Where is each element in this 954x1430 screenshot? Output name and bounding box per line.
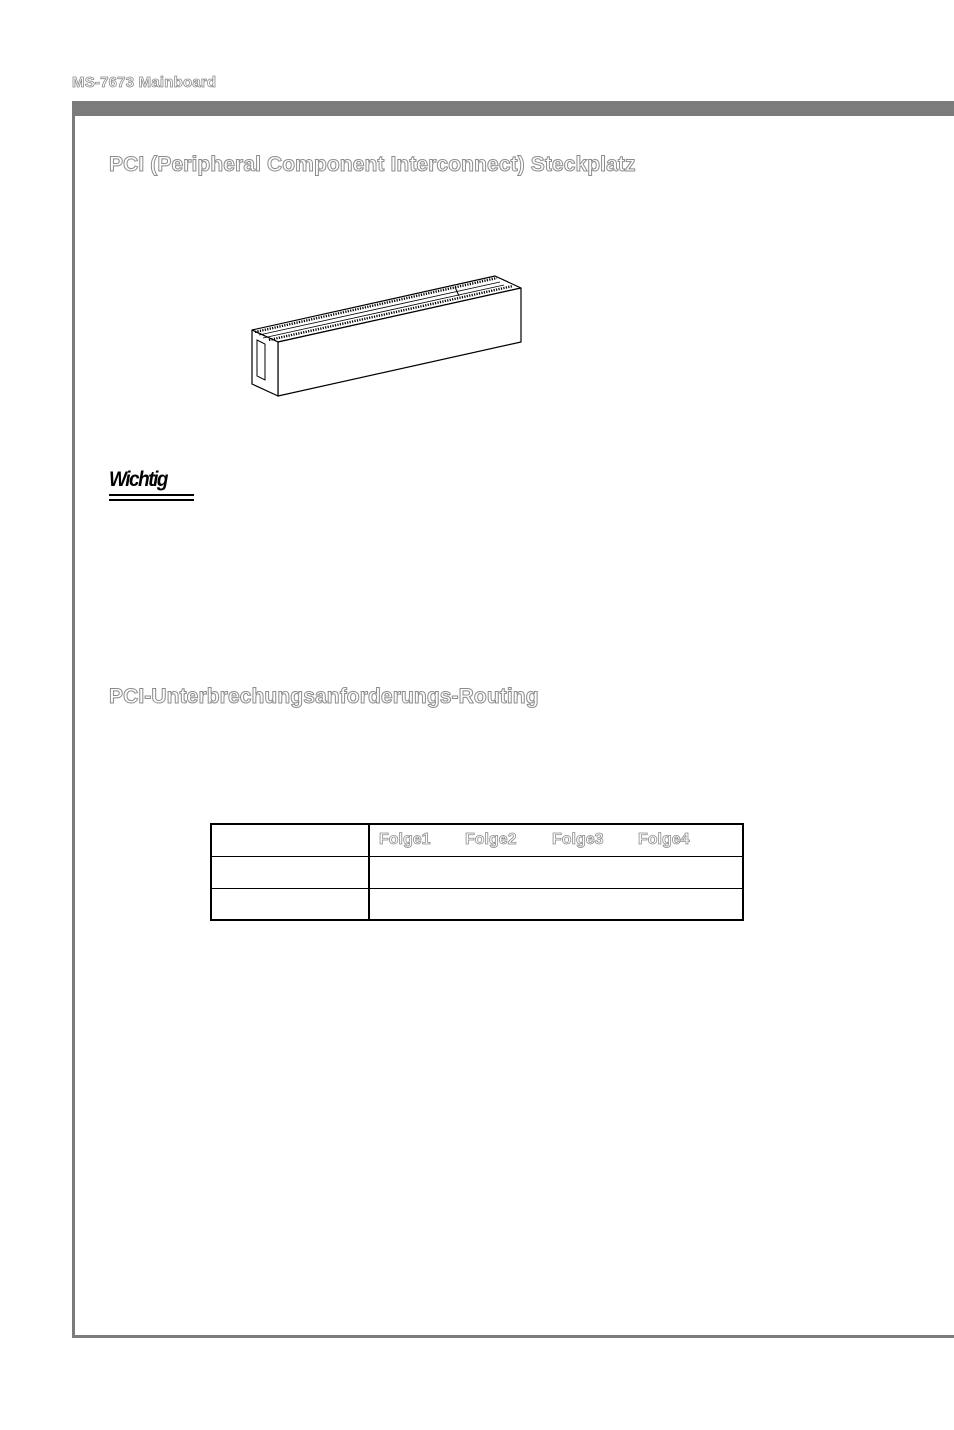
column-header-folge2: Folge2: [465, 831, 517, 848]
table-column-divider: [368, 825, 370, 919]
column-header-folge4: Folge4: [638, 831, 690, 848]
important-underline: [109, 494, 194, 496]
header-bar: [72, 101, 954, 116]
section-title-pci-slot: PCI (Peripheral Component Interconnect) Steckplatz: [109, 153, 636, 176]
left-margin-rule: [72, 101, 75, 1338]
table-row-divider: [212, 888, 742, 889]
section-title-irq-routing: PCI-Unterbrechungsanforderungs-Routing: [109, 685, 539, 708]
column-header-folge3: Folge3: [552, 831, 604, 848]
bottom-rule: [72, 1335, 954, 1338]
table-row-divider: [212, 856, 742, 857]
page-header: MS-7673 Mainboard: [72, 74, 217, 91]
important-underline: [109, 499, 194, 501]
column-header-folge1: Folge1: [379, 831, 431, 848]
important-label: Wichtig: [109, 468, 167, 491]
pci-slot-icon: [245, 268, 530, 403]
irq-routing-table: [210, 823, 744, 921]
